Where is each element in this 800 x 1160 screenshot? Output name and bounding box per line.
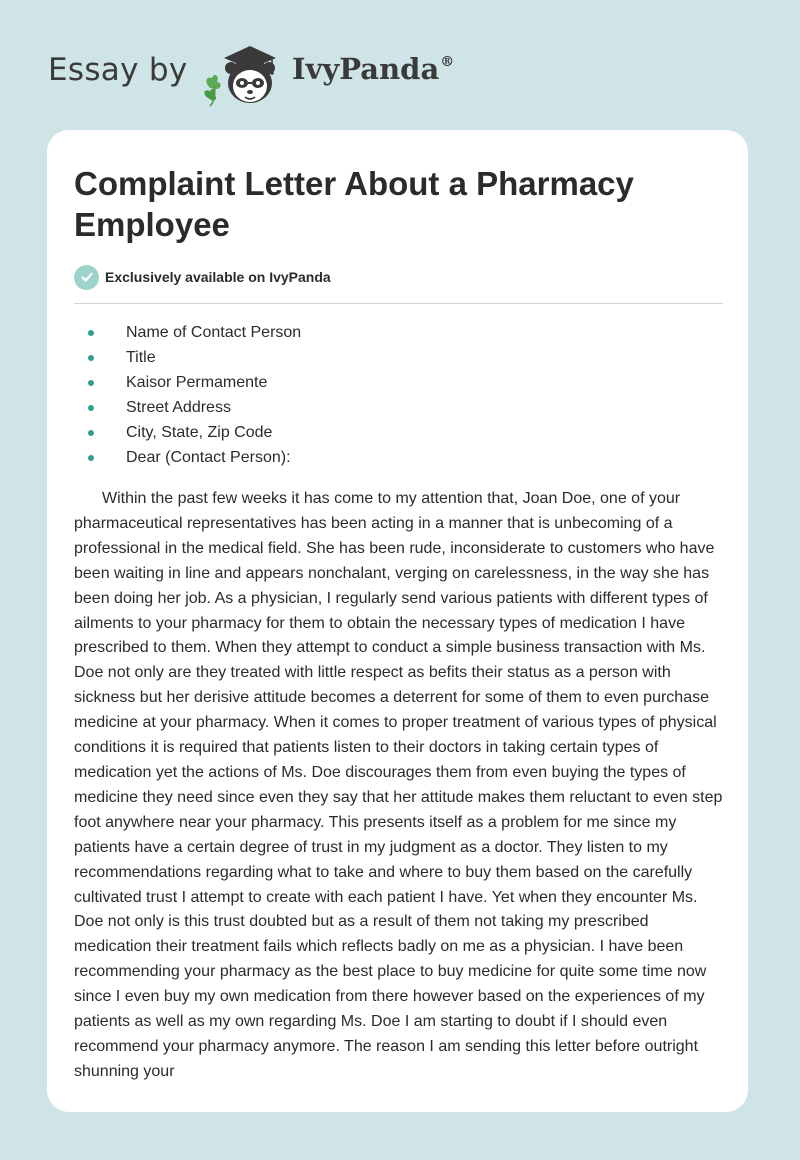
bullet-dot-icon [88,455,94,461]
address-list [74,320,301,470]
essay-card [47,130,748,1112]
site-header [48,30,748,110]
check-icon [80,270,94,284]
divider [74,303,723,304]
registered-mark: ® [440,54,455,70]
list-item: Kaisor Permamente [74,370,301,395]
brand-name[interactable]: IvyPanda® [292,52,455,86]
panda-graduation-cap-icon[interactable] [200,36,292,110]
brand-prefix: Essay by [48,52,188,88]
check-badge [74,265,99,290]
list-item: Street Address [74,395,301,420]
exclusive-notice [74,264,331,290]
list-item: Title [74,345,301,370]
ivy-leaf-icon [204,75,220,106]
exclusive-label: Exclusively available on IvyPanda [105,269,331,285]
list-item: Name of Contact Person [74,320,301,345]
body-paragraph: Within the past few weeks it has come to my attention that, Joan Doe, one of your pharmaceutical representatives has been acting in a manner that is unbecoming of a professional in the medical field. She has been rude, inconsiderate to customers who have been waiting in line and appears nonchalant, verging on carelessness, in the way she has been doing her job. As a physician, I regularly send various patients with different types of ailments to your pharmacy for them to obtain the necessary types of medication I have prescribed to them. When they attempt to conduct a simple business transaction with Ms. Doe not only are they treated with little respect as befits their status as a person with sickness but her derisive attitude becomes a deterrent for some of them to even purchase medicine at your pharmacy. When it comes to proper treatment of various types of physical conditions it is required that patients listen to their doctors in taking certain types of medication yet the actions of Ms. Doe discourages them from even buying the types of medicine they need since even they say that her attitude makes them reluctant to even step foot anywhere near your pharmacy. This presents itself as a problem for me since my patients have a certain degree of trust in my judgment as a doctor. They listen to my recommendations regarding what to take and where to buy them based on the carefully cultivated trust I attempt to create with each patient I have. Yet when they encounter Ms. Doe not only is this trust doubted but as a result of them not taking my prescribed medication their treatment fails which reflects badly on me as a physician. I have been recommending your pharmacy as the best place to buy medicine for quite some time now since I even buy my own medication from there however based on the experiences of my patients as well as my own regarding Ms. Doe I am starting to doubt if I should even recommend your pharmacy anymore. The reason I am sending this letter before outright shunning your [74,490,723,1080]
bullet-dot-icon [88,330,94,336]
list-item: City, State, Zip Code [74,420,301,445]
bullet-dot-icon [88,355,94,361]
bullet-dot-icon [88,405,94,411]
page-title: Complaint Letter About a Pharmacy Employee [74,165,634,243]
bullet-dot-icon [88,430,94,436]
list-item: Dear (Contact Person): [74,445,301,470]
bullet-dot-icon [88,380,94,386]
